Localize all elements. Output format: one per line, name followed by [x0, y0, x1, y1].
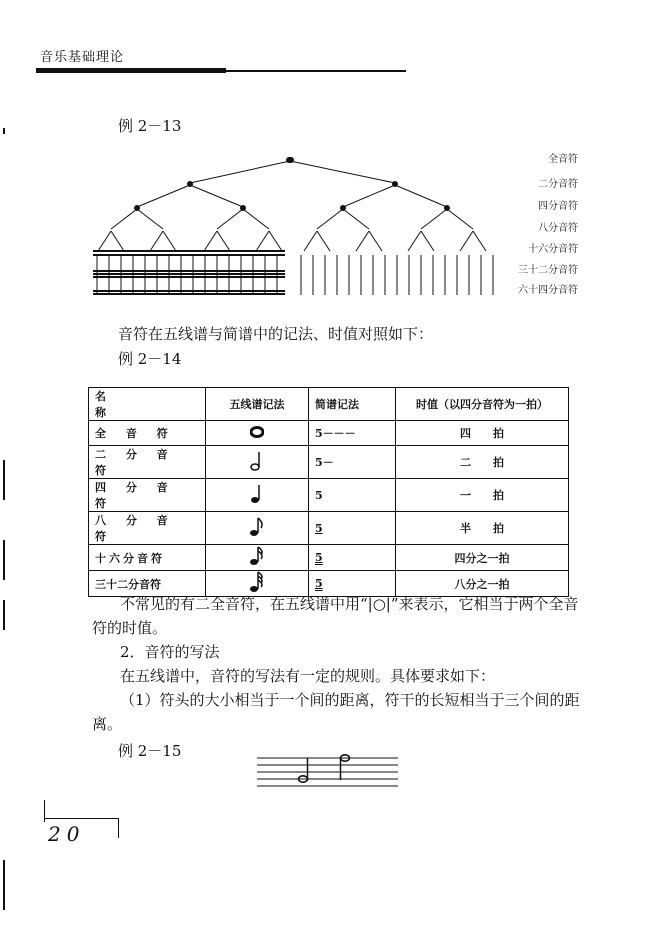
half-note-stem-down-icon — [341, 755, 350, 780]
duration: 四 拍 — [396, 421, 569, 446]
eighth-note-icon — [249, 516, 265, 538]
sixteenth-note-icon — [249, 545, 265, 567]
note-name: 二 分 音 符 — [89, 446, 206, 479]
footer-bracket-right — [118, 818, 119, 838]
tree-level-labels — [500, 150, 578, 300]
note-name: 八 分 音 符 — [89, 512, 206, 545]
paragraph-double-whole-note: 不常见的有二全音符，在五线谱中用“|○|”来表示，它相当于两个全音符的时值。 — [92, 595, 579, 637]
table-header-row — [89, 388, 569, 421]
tree-label: 二分音符 — [538, 179, 578, 190]
section-heading: 2．音符的写法 — [120, 643, 220, 661]
margin-mark — [3, 860, 5, 910]
col-header-jianpu: 简谱记法 — [309, 388, 396, 421]
quarter-note-symbol — [206, 479, 309, 512]
example-label-2-15: 例 2－15 — [118, 742, 182, 760]
jianpu-notation: 5 — [309, 479, 396, 512]
jianpu-notation: 5 — [309, 545, 396, 571]
col-header-duration: 时值（以四分音符为一拍） — [396, 388, 569, 421]
note-value-tree-diagram — [85, 155, 505, 300]
table-row — [89, 446, 569, 479]
example-label-2-14: 例 2－14 — [118, 350, 182, 368]
jianpu-notation: 5 — [309, 571, 396, 597]
half-note-icon — [250, 450, 264, 472]
jianpu-notation: 5－－－ — [309, 421, 396, 446]
tree-label: 十六分音符 — [528, 244, 578, 255]
table-row — [89, 512, 569, 545]
sixteenth-note-symbol — [206, 545, 309, 571]
intro-paragraph: 音符在五线谱与简谱中的记法、时值对照如下： — [118, 325, 434, 343]
paragraph-rule-1: （1）符头的大小相当于一个间的距离，符干的长短相当于三个间的距离。 — [92, 691, 580, 733]
col-header-name: 名 称 — [89, 388, 206, 421]
page-number: 20 — [48, 822, 86, 846]
table-row — [89, 545, 569, 571]
duration: 半 拍 — [396, 512, 569, 545]
duration: 四分之一拍 — [396, 545, 569, 571]
margin-mark — [3, 540, 5, 580]
duration: 一 拍 — [396, 479, 569, 512]
half-note-symbol — [206, 446, 309, 479]
note-name: 三十二分音符 — [89, 571, 206, 597]
whole-note-symbol — [206, 421, 309, 446]
table-row — [89, 479, 569, 512]
staff-example — [255, 750, 400, 790]
margin-mark — [3, 128, 5, 134]
note-name: 四 分 音 符 — [89, 479, 206, 512]
duration: 八分之一拍 — [396, 571, 569, 597]
tree-label: 八分音符 — [538, 223, 578, 234]
quarter-note-icon — [250, 483, 264, 505]
table-row — [89, 421, 569, 446]
running-title: 音乐基础理论 — [40, 50, 125, 65]
eighth-note-symbol — [206, 512, 309, 545]
duration: 二 拍 — [396, 446, 569, 479]
jianpu-notation: 5 — [309, 512, 396, 545]
col-header-staff: 五线谱记法 — [206, 388, 309, 421]
jianpu-notation: 5－ — [309, 446, 396, 479]
header-rule-thin — [226, 70, 406, 72]
margin-mark — [3, 600, 5, 630]
footer-rule — [44, 818, 118, 819]
tree-label: 六十四分音符 — [518, 285, 578, 296]
note-name: 十六分音符 — [89, 545, 206, 571]
whole-note-icon — [250, 425, 264, 439]
header-rule-thick — [36, 68, 226, 73]
tree-label: 全音符 — [548, 154, 578, 165]
margin-mark — [3, 460, 5, 500]
paragraph-writing-rules: 在五线谱中，音符的写法有一定的规则。具体要求如下： — [120, 667, 496, 685]
notation-comparison-table — [88, 387, 569, 597]
tree-label: 四分音符 — [538, 201, 578, 212]
example-label-2-13: 例 2－13 — [118, 117, 182, 135]
tree-label: 三十二分音符 — [518, 265, 578, 276]
thirty-second-note-icon — [249, 571, 265, 593]
note-name: 全 音 符 — [89, 421, 206, 446]
